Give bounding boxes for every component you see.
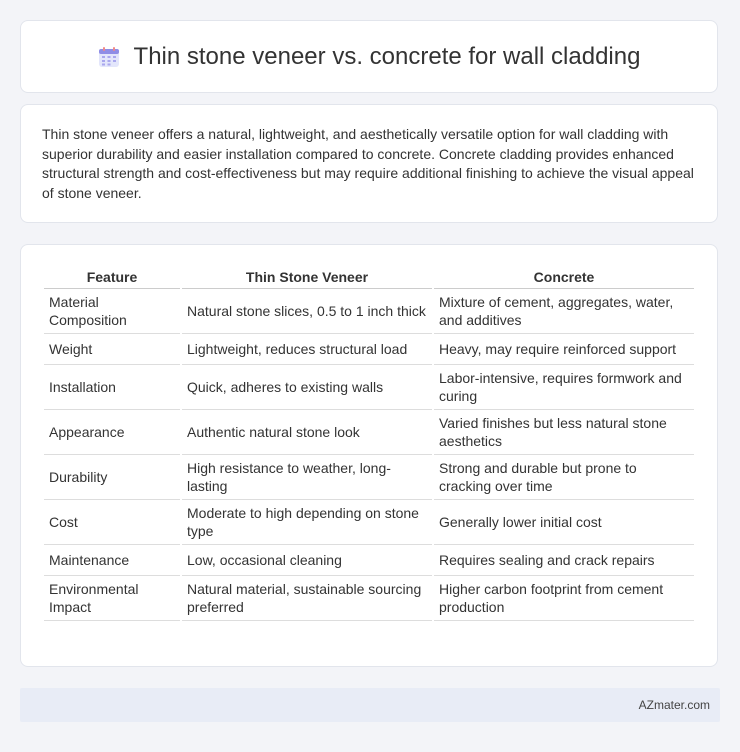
- concrete-cell: Strong and durable but prone to cracking over time: [434, 455, 694, 500]
- feature-cell: Weight: [44, 334, 180, 365]
- stone-cell: Lightweight, reduces structural load: [182, 334, 432, 365]
- calendar-icon: [98, 46, 120, 68]
- feature-cell: Material Composition: [44, 289, 180, 334]
- table-row: [44, 334, 694, 365]
- stone-cell: Natural material, sustainable sourcing preferred: [182, 576, 432, 621]
- concrete-cell: Generally lower initial cost: [434, 500, 694, 545]
- stone-cell: High resistance to weather, long-lasting: [182, 455, 432, 500]
- column-header-thin-stone-veneer: Thin Stone Veneer: [182, 267, 432, 289]
- stone-cell: Authentic natural stone look: [182, 410, 432, 455]
- table-row: [44, 576, 694, 621]
- feature-cell: Environmental Impact: [44, 576, 180, 621]
- concrete-cell: Mixture of cement, aggregates, water, and additives: [434, 289, 694, 334]
- table-header-row: [44, 267, 694, 289]
- table-row: [44, 500, 694, 545]
- feature-cell: Maintenance: [44, 545, 180, 576]
- concrete-cell: Labor-intensive, requires formwork and curing: [434, 365, 694, 410]
- intro-card: [20, 104, 718, 223]
- stone-cell: Low, occasional cleaning: [182, 545, 432, 576]
- page-title: Thin stone veneer vs. concrete for wall cladding: [133, 42, 641, 70]
- feature-cell: Appearance: [44, 410, 180, 455]
- feature-cell: Installation: [44, 365, 180, 410]
- footer-bar: [20, 688, 720, 722]
- title-card: [20, 20, 718, 93]
- table-row: [44, 410, 694, 455]
- stone-cell: Quick, adheres to existing walls: [182, 365, 432, 410]
- comparison-table: [42, 267, 696, 621]
- table-row: [44, 365, 694, 410]
- table-row: [44, 455, 694, 500]
- feature-cell: Durability: [44, 455, 180, 500]
- footer-brand[interactable]: AZmater.com: [638, 698, 710, 712]
- comparison-card: [20, 244, 718, 667]
- stone-cell: Moderate to high depending on stone type: [182, 500, 432, 545]
- concrete-cell: Higher carbon footprint from cement production: [434, 576, 694, 621]
- intro-text: Thin stone veneer offers a natural, lightweight, and aesthetically versatile option for wall cladding with superior durability and easier installation compared to concrete. Concrete cladding provides enhanced structural strength and cost-effectiveness but may require additional finishing to achieve the visual appeal of stone veneer.: [42, 126, 694, 201]
- column-header-feature: Feature: [44, 267, 180, 289]
- concrete-cell: Heavy, may require reinforced support: [434, 334, 694, 365]
- table-row: [44, 289, 694, 334]
- stone-cell: Natural stone slices, 0.5 to 1 inch thick: [182, 289, 432, 334]
- column-header-concrete: Concrete: [434, 267, 694, 289]
- concrete-cell: Varied finishes but less natural stone aesthetics: [434, 410, 694, 455]
- concrete-cell: Requires sealing and crack repairs: [434, 545, 694, 576]
- table-row: [44, 545, 694, 576]
- feature-cell: Cost: [44, 500, 180, 545]
